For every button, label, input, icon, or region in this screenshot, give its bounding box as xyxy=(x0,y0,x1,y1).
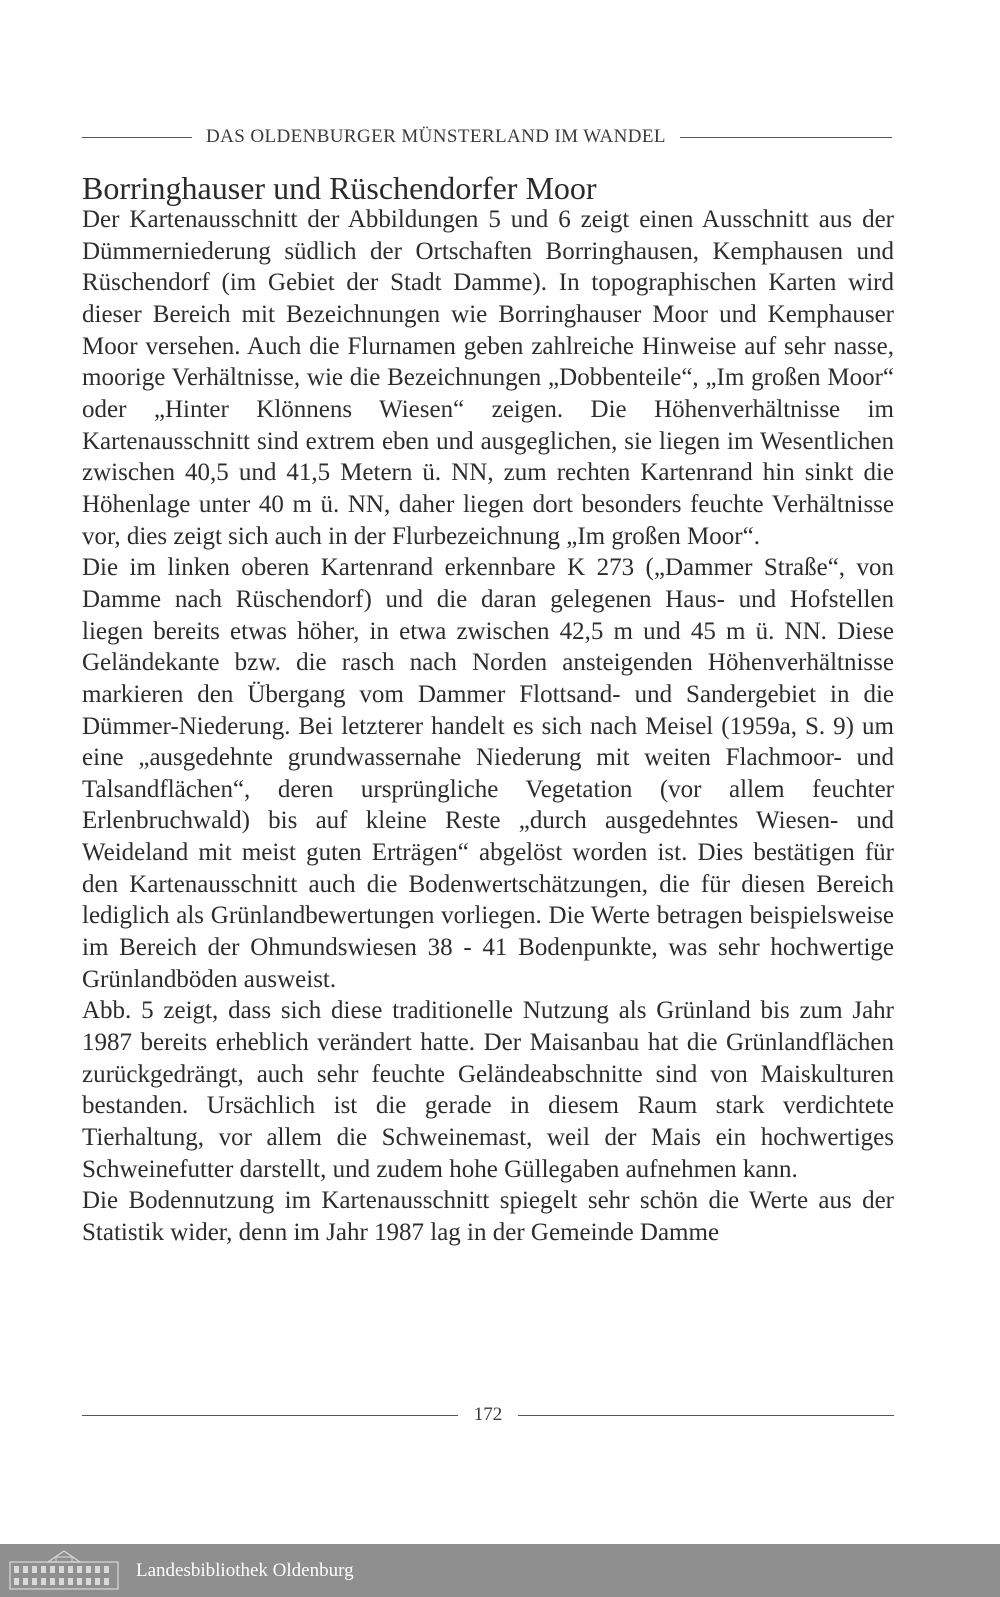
paragraph: Die im linken oberen Kartenrand erkennbare K 273 („Dammer Straße“, von Damme nach Rüschendorf) und die daran gelegenen Haus- und Hofstellen liegen bereits etwas höher, in etwa zwischen 42,5 m und 45 m ü. NN. Diese Geländekante bzw. die rasch nach Norden ansteigenden Höhenverhältnisse markieren den Übergang vom Dammer Flottsand- und Sandergebiet in die Dümmer-Niederung. Bei letzterer handelt es sich nach Meisel (1959a, S. 9) um eine „ausgedehnte grundwassernahe Niederung mit weiten Flachmoor- und Talsandflächen“, deren ursprüngliche Vegetation (vor allem feuchter Erlenbruchwald) bis auf kleine Reste „durch ausgedehntes Wiesen- und Weideland mit meist guten Erträgen“ abgelöst worden ist. Dies bestätigen für den Kartenausschnitt auch die Bodenwertschätzungen, die für diesen Bereich lediglich als Grünlandbewertungen vorliegen. Die Werte betragen beispielsweise im Bereich der Ohmundswiesen 38 - 41 Bodenpunkte, was sehr hochwertige Grünlandböden ausweist. xyxy=(82,554,894,993)
page-footer xyxy=(82,1404,894,1426)
running-title: DAS OLDENBURGER MÜNSTERLAND IM WANDEL xyxy=(206,126,666,147)
library-name: Landesbibliothek Oldenburg xyxy=(136,1559,354,1581)
section-title: Borringhauser und Rüschendorfer Moor xyxy=(82,170,597,206)
header-rule-right xyxy=(680,137,892,138)
page-number: 172 xyxy=(473,1404,503,1425)
header-rule-left xyxy=(82,137,192,138)
paragraph: Die Bodennutzung im Kartenausschnitt spiegelt sehr schön die Werte aus der Statistik wider, denn im Jahr 1987 lag in der Gemeinde Damme xyxy=(82,1187,894,1246)
library-footer-bar xyxy=(0,1544,1000,1597)
footer-rule-left xyxy=(82,1415,458,1416)
paragraph: Abb. 5 zeigt, dass sich diese traditionelle Nutzung als Grünland bis zum Jahr 1987 bereits erheblich verändert hatte. Der Maisanbau hat die Grünlandflächen zurückgedrängt, auch sehr feuchte Geländeabschnitte sind von Maiskulturen bestanden. Ursächlich ist die gerade in diesem Raum stark verdichtete Tierhaltung, vor allem die Schweinemast, weil der Mais ein hochwertiges Schweinefutter darstellt, und zudem hohe Güllegaben aufnehmen kann. xyxy=(82,997,894,1183)
running-header xyxy=(82,126,892,148)
article-body xyxy=(82,204,894,1249)
library-building-icon xyxy=(4,1548,124,1593)
paragraph: Der Kartenausschnitt der Abbildungen 5 und 6 zeigt einen Ausschnitt aus der Dümmerniederung südlich der Ortschaften Borringhausen, Kemphausen und Rüschendorf (im Gebiet der Stadt Damme). In topographischen Karten wird dieser Bereich mit Bezeichnungen wie Borringhauser Moor und Kemphauser Moor versehen. Auch die Flurnamen geben zahlreiche Hinweise auf sehr nasse, moorige Verhältnisse, wie die Bezeichnungen „Dobbenteile“, „Im großen Moor“ oder „Hinter Klönnens Wiesen“ zeigen. Die Höhenverhältnisse im Kartenausschnitt sind extrem eben und ausgeglichen, sie liegen im Wesentlichen zwischen 40,5 und 41,5 Metern ü. NN, zum rechten Kartenrand hin sinkt die Höhenlage unter 40 m ü. NN, daher liegen dort besonders feuchte Verhältnisse vor, dies zeigt sich auch in der Flurbezeichnung „Im großen Moor“. xyxy=(82,206,894,550)
footer-rule-right xyxy=(518,1415,894,1416)
